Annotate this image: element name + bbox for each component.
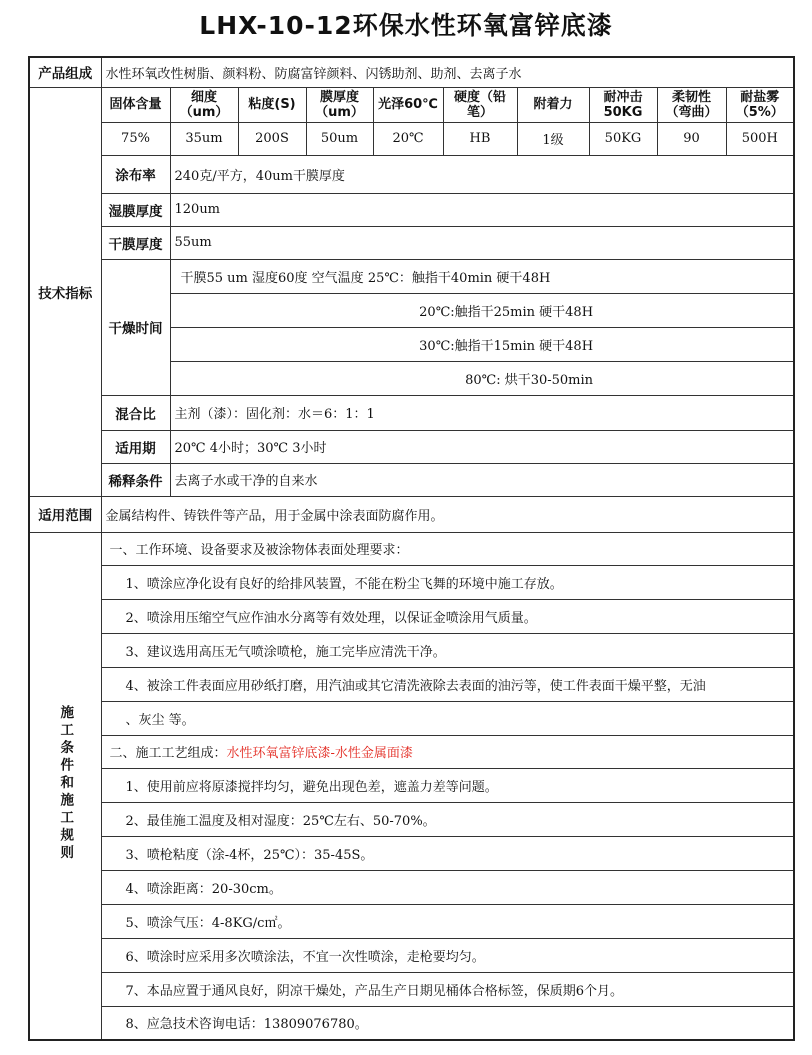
construction-item: 1、使用前应将原漆搅拌均匀，避免出现色差，遮盖力差等问题。 [101,768,794,802]
tech-header: 细度（um） [170,87,238,122]
drying-line: 20℃:触指干25min 硬干48H [170,293,794,327]
tech-label: 技术指标 [29,87,101,496]
tech-header-row [29,87,794,122]
section-heading: 一、工作环境、设备要求及被涂物体表面处理要求： [101,532,794,565]
construction-row [29,565,794,599]
tech-value: 500H [726,122,794,155]
drying-label: 干燥时间 [101,259,170,395]
construction-item: 1、喷涂应净化设有良好的给排风装置，不能在粉尘飞舞的环境中施工存放。 [101,565,794,599]
thinner-label: 稀释条件 [101,463,170,496]
construction-row [29,904,794,938]
tech-header: 粘度(S) [238,87,306,122]
construction-row [29,1006,794,1040]
construction-item: 2、最佳施工温度及相对湿度：25℃左右、50-70%。 [101,802,794,836]
tech-value: 90 [657,122,726,155]
tech-value: 75% [101,122,170,155]
dry-film-value: 55um [170,226,794,259]
section-heading-prefix: 二、施工工艺组成： [109,746,227,761]
scope-row [29,496,794,532]
tech-value: 200S [238,122,306,155]
tech-header: 光泽60℃ [373,87,443,122]
mix-label: 混合比 [101,395,170,430]
tech-value: 20℃ [373,122,443,155]
construction-item: 、灰尘 等。 [101,701,794,735]
construction-row [29,870,794,904]
mix-row [29,395,794,430]
construction-row [29,836,794,870]
construction-item: 5、喷涂气压：4-8KG/c㎡。 [101,904,794,938]
tech-value: 1级 [517,122,589,155]
tech-value: HB [443,122,517,155]
tech-value: 35um [170,122,238,155]
potlife-label: 适用期 [101,430,170,463]
coverage-row [29,155,794,193]
tech-header: 膜厚度（um） [306,87,373,122]
dry-film-row [29,226,794,259]
composition-label: 产品组成 [29,57,101,87]
construction-item: 8、应急技术咨询电话：13809076780。 [101,1006,794,1040]
potlife-row [29,430,794,463]
construction-row [29,599,794,633]
tech-header: 硬度（铅笔） [443,87,517,122]
coverage-value: 240克/平方，40um干膜厚度 [170,155,794,193]
drying-line: 30℃:触指干15min 硬干48H [170,327,794,361]
section-heading-highlight: 水性环氧富锌底漆-水性金属面漆 [226,746,413,761]
section-heading [101,735,794,768]
construction-row [29,802,794,836]
tech-value: 50KG [589,122,657,155]
construction-label-text: 施工条件和施工规则 [57,705,74,863]
tech-values-row [29,122,794,155]
thinner-value: 去离子水或干净的自来水 [170,463,794,496]
tech-header: 附着力 [517,87,589,122]
tech-header: 柔韧性（弯曲） [657,87,726,122]
construction-row [29,768,794,802]
dry-film-label: 干膜厚度 [101,226,170,259]
construction-row [29,972,794,1006]
composition-row [29,57,794,87]
drying-row [29,259,794,293]
construction-row [29,532,794,565]
construction-item: 4、喷涂距离：20-30cm。 [101,870,794,904]
spec-table [28,56,795,1041]
coverage-label: 涂布率 [101,155,170,193]
construction-row [29,633,794,667]
construction-item: 3、建议选用高压无气喷涂喷枪，施工完毕应清洗干净。 [101,633,794,667]
scope-value: 金属结构件、铸铁件等产品，用于金属中涂表面防腐作用。 [101,496,794,532]
tech-header: 耐冲击50KG [589,87,657,122]
potlife-value: 20℃ 4小时；30℃ 3小时 [170,430,794,463]
page-title: LHX-10-12环保水性环氧富锌底漆 [199,11,613,40]
construction-row [29,667,794,701]
tech-header: 固体含量 [101,87,170,122]
drying-line: 80℃: 烘干30-50min [170,361,794,395]
drying-line: 干膜55 um 湿度60度 空气温度 25℃：触指干40min 硬干48H [170,259,794,293]
construction-item: 7、本品应置于通风良好，阴凉干燥处，产品生产日期见桶体合格标签，保质期6个月。 [101,972,794,1006]
construction-label [29,532,101,1040]
thinner-row [29,463,794,496]
tech-value: 50um [306,122,373,155]
construction-item: 4、被涂工件表面应用砂纸打磨，用汽油或其它清洗液除去表面的油污等，使工件表面干燥平整，无油 [101,667,794,701]
construction-row [29,735,794,768]
wet-film-value: 120um [170,193,794,226]
mix-value: 主剂（漆）：固化剂：水＝6：1：1 [170,395,794,430]
construction-item: 2、喷涂用压缩空气应作油水分离等有效处理，以保证金喷涂用气质量。 [101,599,794,633]
construction-item: 6、喷涂时应采用多次喷涂法，不宜一次性喷涂，走枪要均匀。 [101,938,794,972]
scope-label: 适用范围 [29,496,101,532]
construction-item: 3、喷枪粘度（涂-4杯，25℃）：35-45S。 [101,836,794,870]
construction-row [29,938,794,972]
construction-row [29,701,794,735]
wet-film-label: 湿膜厚度 [101,193,170,226]
composition-value: 水性环氧改性树脂、颜料粉、防腐富锌颜料、闪锈助剂、助剂、去离子水 [101,57,794,87]
tech-header: 耐盐雾（5%） [726,87,794,122]
wet-film-row [29,193,794,226]
